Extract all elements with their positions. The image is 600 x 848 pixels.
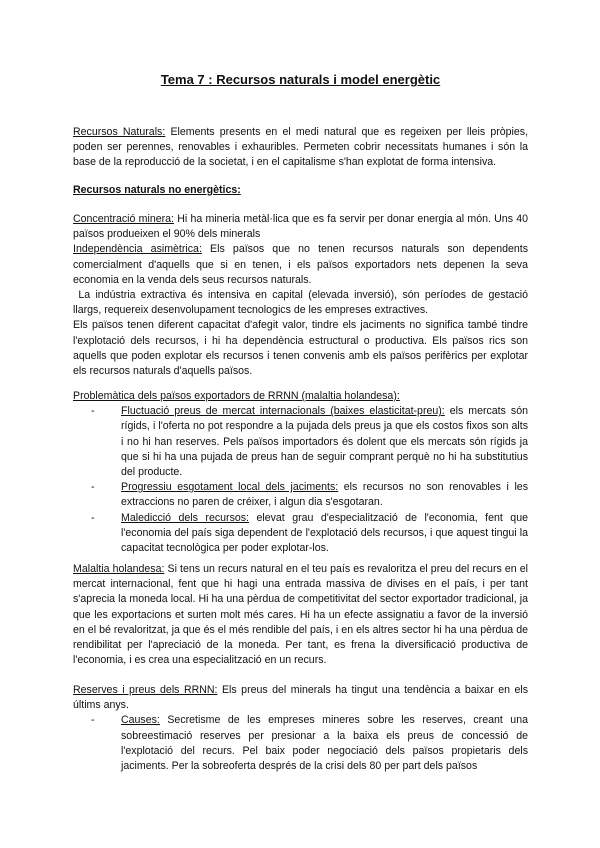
term-label: Fluctuació preus de mercat internacionals (baixes elasticitat-preu): <box>121 405 445 418</box>
problematica-heading: Problemàtica dels països exportadors de RRNN (malaltia holandesa): <box>73 390 400 402</box>
section-reserves <box>73 683 528 774</box>
term-label: Maledicció dels recursos: <box>121 511 249 524</box>
list-item <box>91 480 528 510</box>
bullet-dash: - <box>91 511 95 524</box>
term-label: Concentració minera: <box>73 213 174 225</box>
section-malaltia <box>73 562 528 668</box>
term-label: Reserves i preus dels RRNN: <box>73 684 218 696</box>
bullet-dash: - <box>91 405 95 418</box>
reserves-list <box>73 713 528 774</box>
term-label: Causes: <box>121 714 160 727</box>
term-label: Independència asimètrica: <box>73 243 202 256</box>
item-text: Secretisme de les empreses mineres sobre les reserves, creant una sobreestimació reserves per presionar a la baixa els preus de concessió de l'explotació del recurs. Pel baix poder negociació dels països propietaris dels jaciments. Per la sobreoferta després de la crisi dels 80 per part dels països <box>121 714 528 773</box>
section-non-energy <box>73 212 528 379</box>
industria-paragraph: La indústria extractiva és intensiva en capital (elevada inversió), són períodes de gestació llargs, requereix desenvolupament tecnologics de les empreses extractives. <box>73 289 528 317</box>
term-label: Malaltia holandesa: <box>73 563 165 575</box>
page-title: Tema 7 : Recursos naturals i model energètic <box>160 72 441 87</box>
independencia-paragraph <box>73 242 528 288</box>
bullet-dash: - <box>91 481 95 494</box>
section-heading: Recursos naturals no energètics: <box>73 184 241 196</box>
list-item <box>91 511 528 557</box>
paragraph-text: Els preus del minerals ha tingut una tendència a baixar en els últims anys. <box>73 684 529 712</box>
paragraph-text: Els països que no tenen recursos naturals son dependents comercialment d'aquells que si en tenen, i els països exportadors nets depenen la seva economia en la venda dels seus recursos naturals. <box>73 243 528 286</box>
item-text: els recursos no son renovables i les extraccions no paren de créixer, i algun dia s'esgotaran. <box>121 481 528 509</box>
item-text: elevat grau d'especialització de l'economia, fent que l'economia del país siga dependent de l'explotació dels recursos, i que aquest tingui la capacitat tecnològica per poder explotar-los. <box>121 511 528 555</box>
paragraph-text: Si tens un recurs natural en el teu país es revaloritza el preu del recurs en el mercat internacional, fent que hi hagi una entrada massiva de divises en el país, i per tant s'aprecia la moneda local. Hi ha una pèrdua de competitivitat del sector exportador tradicional, ja que les exportacions et surten molt més cares. Hi ha un efecte assignatiu a favor de la inversió en el bé revaloritzat, ja que és el més rendible del país, i en els altres sector hi ha una pèrdua de rendibilitat per l'apreciació de la moneda. Per tant, es frena la diversificació productiva de l'economia, i es crea una especialització en un recurs. <box>73 563 528 667</box>
reserves-paragraph <box>73 683 528 713</box>
problematica-list <box>73 404 528 556</box>
term-label: Progressiu esgotament local dels jaciments: <box>121 481 339 494</box>
bullet-dash: - <box>91 714 95 727</box>
list-item <box>91 713 528 774</box>
list-item <box>91 404 528 480</box>
malaltia-paragraph <box>73 562 528 668</box>
term-label: Recursos Naturals: <box>73 126 166 138</box>
paragraph-text: Hi ha mineria metàl·lica que es fa servir per donar energia al món. Uns 40 països produeixen el 90% dels minerals <box>73 213 529 241</box>
concentracio-paragraph <box>73 212 528 242</box>
item-text: els mercats són rígids, i l'oferta no pot respondre a la pujada dels preus ja que els costos fixos son alts i no hi han reserves. Pels països importadors és dolent que els mercats són rígids ja que si hi ha una pujada de preus han de seguir comprant perquè no hi ha substitutius del producte. <box>121 405 528 479</box>
paragraph-text: Elements presents en el medi natural que es regeixen per lleis pròpies, poden ser perennes, renovables i exhauribles. Permeten cobrir necessitats humanes i són la base de la reproducció de la societat, i en el capitalisme s'han explotat de forma intensiva. <box>73 126 529 169</box>
intro-paragraph <box>73 125 528 171</box>
capacitat-paragraph: Els països tenen diferent capacitat d'afegit valor, tindre els jaciments no significa també tindre l'explotació dels recursos, i hi ha dependència estructural o productiva. Els països rics son aquells que poden explotar els recursos i tenen convenis amb els països perifèrics per explotar els recursos naturals d'aquells països. <box>73 319 528 378</box>
section-problematica <box>73 389 528 556</box>
